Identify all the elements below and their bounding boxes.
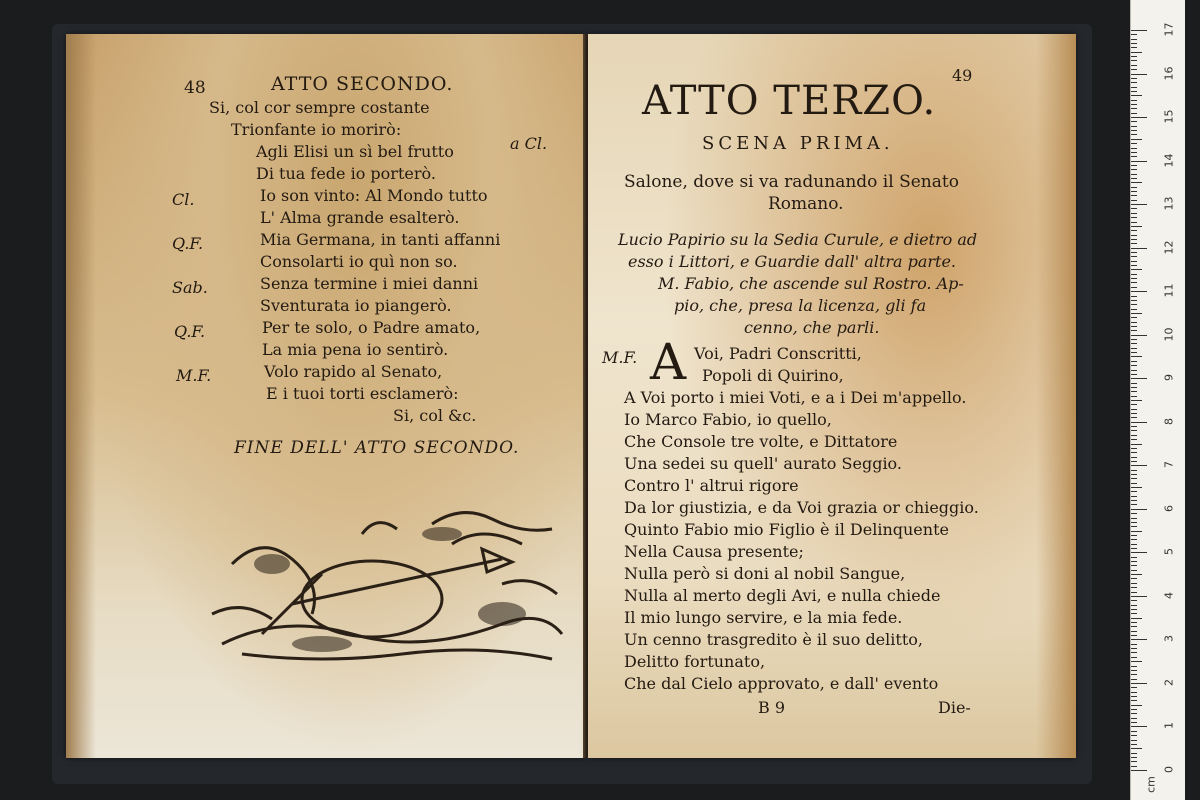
- ruler-tick: [1131, 134, 1137, 135]
- ruler-tick: [1131, 213, 1137, 214]
- verse-line: La mia pena io sentirò.: [262, 340, 449, 359]
- verse-line: Che Console tre volte, e Dittatore: [624, 432, 898, 451]
- ruler-tick: [1131, 770, 1147, 771]
- ruler-tick: [1131, 330, 1137, 331]
- ruler-tick: [1131, 496, 1137, 497]
- ruler-tick: [1131, 230, 1137, 231]
- ruler-tick: [1131, 709, 1137, 710]
- ruler-tick: [1131, 296, 1137, 297]
- ruler-tick: [1131, 657, 1137, 658]
- ruler-tick: [1131, 52, 1142, 53]
- ruler-tick: [1131, 600, 1137, 601]
- ruler-tick: [1131, 478, 1137, 479]
- ruler-tick: [1131, 82, 1137, 83]
- ruler-tick: [1131, 635, 1137, 636]
- ruler-tick: [1131, 361, 1137, 362]
- ruler-tick: [1131, 444, 1142, 445]
- ruler-tick: [1131, 457, 1137, 458]
- ruler-tick: [1131, 413, 1137, 414]
- verse-line: Contro l' altrui rigore: [624, 476, 799, 495]
- verse-line: Per te solo, o Padre amato,: [262, 318, 481, 337]
- ruler-tick: [1131, 356, 1142, 357]
- ruler-tick: [1131, 365, 1137, 366]
- ruler-tick: [1131, 465, 1147, 466]
- ruler-tick: [1131, 500, 1137, 501]
- verse-line: Si, col cor sempre costante: [209, 98, 430, 117]
- page-number: 48: [184, 78, 206, 98]
- ruler-tick: [1131, 143, 1137, 144]
- ruler-tick: [1131, 618, 1142, 619]
- ruler-tick: [1131, 348, 1137, 349]
- ruler-tick: [1131, 587, 1137, 588]
- ruler-tick: [1131, 65, 1137, 66]
- ruler-tick: [1131, 670, 1137, 671]
- verse-line: Io Marco Fabio, io quello,: [624, 410, 832, 429]
- ruler-tick: [1131, 692, 1137, 693]
- ruler-tick: [1131, 422, 1147, 423]
- ruler-tick: [1131, 370, 1137, 371]
- ruler-tick: [1131, 343, 1137, 344]
- ruler-tick: [1131, 243, 1137, 244]
- ruler-tick: [1131, 561, 1137, 562]
- ruler-tick: [1131, 631, 1137, 632]
- ruler-tick: [1131, 539, 1137, 540]
- ruler-tick: [1131, 317, 1137, 318]
- ruler-tick: [1131, 261, 1137, 262]
- ruler-tick: [1131, 674, 1137, 675]
- ruler-label: 3: [1162, 635, 1176, 643]
- ruler-tick: [1131, 400, 1142, 401]
- ruler-label: 9: [1162, 374, 1176, 382]
- ruler-tick: [1131, 430, 1137, 431]
- ruler-tick: [1131, 148, 1137, 149]
- ruler-tick: [1131, 713, 1137, 714]
- ruler-tick: [1131, 248, 1147, 249]
- ruler-tick: [1131, 108, 1137, 109]
- ruler-tick: [1131, 718, 1137, 719]
- ruler-tick: [1131, 182, 1142, 183]
- verse-line: Nulla però si doni al nobil Sangue,: [624, 564, 906, 583]
- verse-line: Nella Causa presente;: [624, 542, 804, 561]
- ruler-tick: [1131, 95, 1142, 96]
- left-page: [66, 34, 586, 758]
- ruler-tick: [1131, 744, 1137, 745]
- ruler-label: 1: [1162, 722, 1176, 730]
- verse-line: Volo rapido al Senato,: [264, 362, 443, 381]
- ruler-tick: [1131, 761, 1137, 762]
- ruler-tick: [1131, 91, 1137, 92]
- ruler-tick: [1131, 522, 1137, 523]
- ruler-tick: [1131, 174, 1137, 175]
- ruler-tick: [1131, 60, 1137, 61]
- ruler-tick: [1131, 557, 1137, 558]
- ruler-tick: [1131, 156, 1137, 157]
- ruler-tick: [1131, 187, 1137, 188]
- verse-line: Si, col &c.: [393, 406, 477, 425]
- setting-line: Salone, dove si va radunando il Senato: [624, 172, 959, 192]
- ruler-tick: [1131, 74, 1147, 75]
- ruler-tick: [1131, 726, 1147, 727]
- ruler-label: 6: [1162, 504, 1176, 512]
- verse-line: Una sedei su quell' aurato Seggio.: [624, 454, 902, 473]
- ruler-tick: [1131, 609, 1137, 610]
- ruler-tick: [1131, 605, 1137, 606]
- ruler-label: 17: [1162, 22, 1176, 37]
- speaker-label: Cl.: [172, 190, 195, 209]
- ruler-tick: [1131, 391, 1137, 392]
- speaker-label: M.F.: [176, 366, 212, 385]
- ruler-tick: [1131, 383, 1137, 384]
- ruler-tick: [1131, 409, 1137, 410]
- ruler-label: 0: [1162, 766, 1176, 773]
- ruler-tick: [1131, 700, 1137, 701]
- verse-line: Un cenno trasgredito è il suo delitto,: [624, 630, 923, 649]
- ruler-tick: [1131, 322, 1137, 323]
- ruler-tick: [1131, 235, 1137, 236]
- ruler-tick: [1131, 583, 1137, 584]
- ruler-tick: [1131, 735, 1137, 736]
- verse-line: Il mio lungo servire, e la mia fede.: [624, 608, 903, 627]
- ruler-tick: [1131, 217, 1137, 218]
- ruler-tick: [1131, 426, 1137, 427]
- ruler-tick: [1131, 204, 1147, 205]
- ruler-tick: [1131, 208, 1137, 209]
- ruler-tick: [1131, 43, 1137, 44]
- ruler-tick: [1131, 152, 1137, 153]
- ruler-tick: [1131, 509, 1147, 510]
- ruler-tick: [1131, 552, 1147, 553]
- ruler-tick: [1131, 417, 1137, 418]
- ruler-tick: [1131, 644, 1137, 645]
- speaker-label: a Cl.: [510, 134, 548, 153]
- ruler-tick: [1131, 256, 1137, 257]
- ruler-tick: [1131, 387, 1137, 388]
- verse-line: Nulla al merto degli Avi, e nulla chiede: [624, 586, 941, 605]
- ruler-tick: [1131, 461, 1137, 462]
- ruler-tick: [1131, 705, 1142, 706]
- ruler-tick: [1131, 161, 1147, 162]
- verse-line: L' Alma grande esalterò.: [260, 208, 460, 227]
- ruler-tick: [1131, 622, 1137, 623]
- ruler-tick: [1131, 47, 1137, 48]
- ruler-tick: [1131, 766, 1137, 767]
- ruler-label: 2: [1162, 678, 1176, 686]
- ruler-tick: [1131, 565, 1137, 566]
- ruler-tick: [1131, 195, 1137, 196]
- ruler-label: 10: [1162, 327, 1176, 342]
- ruler-tick: [1131, 169, 1137, 170]
- verse-line: Mia Germana, in tanti affanni: [260, 230, 501, 249]
- ruler-tick: [1131, 252, 1137, 253]
- ruler-tick: [1131, 117, 1147, 118]
- ruler-tick: [1131, 544, 1137, 545]
- ruler-tick: [1131, 592, 1137, 593]
- ruler-tick: [1131, 239, 1137, 240]
- verse-line: Trionfante io morirò:: [231, 120, 402, 139]
- ruler-tick: [1131, 626, 1137, 627]
- ruler-tick: [1131, 200, 1137, 201]
- verse-line: Delitto fortunato,: [624, 652, 766, 671]
- ruler-tick: [1131, 513, 1137, 514]
- ruler-tick: [1131, 679, 1137, 680]
- ruler-tick: [1131, 740, 1137, 741]
- scene-title: SCENA PRIMA.: [702, 133, 894, 154]
- ruler-tick: [1131, 78, 1137, 79]
- running-head: ATTO SECONDO.: [271, 73, 454, 95]
- verse-line: Senza termine i miei danni: [260, 274, 479, 293]
- ruler-tick: [1131, 491, 1137, 492]
- stage-direction: pio, che, presa la licenza, gli fa: [674, 296, 927, 315]
- ruler-label: 11: [1162, 283, 1176, 298]
- ruler-tick: [1131, 531, 1142, 532]
- act-end-line: FINE DELL' ATTO SECONDO.: [234, 438, 520, 458]
- trophy-ornament-icon: [202, 504, 572, 674]
- ruler-tick: [1131, 652, 1137, 653]
- ruler-tick: [1131, 435, 1137, 436]
- stage-direction: M. Fabio, che ascende sul Rostro. Ap-: [658, 274, 964, 293]
- ruler-tick: [1131, 304, 1137, 305]
- ruler-tick: [1131, 374, 1137, 375]
- ruler-tick: [1131, 269, 1142, 270]
- ruler-tick: [1131, 282, 1137, 283]
- ruler-unit-label: cm: [1144, 776, 1158, 793]
- ruler-tick: [1131, 535, 1137, 536]
- ruler-tick: [1131, 518, 1137, 519]
- ruler-tick: [1131, 731, 1137, 732]
- ruler-tick: [1131, 335, 1147, 336]
- stage-direction: Lucio Papirio su la Sedia Curule, e dietro ad: [618, 230, 978, 249]
- ruler-tick: [1131, 191, 1137, 192]
- setting-line: Romano.: [768, 194, 844, 214]
- ruler-tick: [1131, 753, 1137, 754]
- verse-line: Sventurata io piangerò.: [260, 296, 452, 315]
- ruler-tick: [1131, 487, 1142, 488]
- act-title: ATTO TERZO.: [642, 78, 937, 124]
- ruler-tick: [1131, 452, 1137, 453]
- ruler-tick: [1131, 396, 1137, 397]
- stage-direction: esso i Littori, e Guardie dall' altra parte.: [628, 252, 956, 271]
- speaker-label: M.F.: [602, 348, 638, 367]
- ruler-tick: [1131, 313, 1142, 314]
- verse-line: Consolarti io quì non so.: [260, 252, 458, 271]
- ruler-tick: [1131, 265, 1137, 266]
- ruler-tick: [1131, 526, 1137, 527]
- ruler-tick: [1131, 278, 1137, 279]
- speaker-label: Sab.: [172, 278, 208, 297]
- ruler-tick: [1131, 274, 1137, 275]
- ruler-tick: [1131, 222, 1137, 223]
- ruler-label: 14: [1162, 153, 1176, 168]
- verse-line: Che dal Cielo approvato, e dall' evento: [624, 674, 939, 693]
- ruler-tick: [1131, 596, 1147, 597]
- ruler-tick: [1131, 309, 1137, 310]
- verse-line: E i tuoi torti esclamerò:: [266, 384, 459, 403]
- verse-line: Da lor giustizia, e da Voi grazia or chieggio.: [624, 498, 979, 517]
- page-number: 49: [952, 66, 973, 85]
- ruler-tick: [1131, 757, 1137, 758]
- ruler-label: 8: [1162, 417, 1176, 425]
- ruler-tick: [1131, 578, 1137, 579]
- stage-direction: cenno, che parli.: [744, 318, 880, 337]
- measuring-ruler: [1130, 0, 1185, 800]
- ruler-tick: [1131, 104, 1137, 105]
- ruler-label: 13: [1162, 196, 1176, 211]
- ruler-tick: [1131, 165, 1137, 166]
- ruler-tick: [1131, 648, 1137, 649]
- verse-line: Voi, Padri Conscritti,: [694, 344, 862, 363]
- ruler-tick: [1131, 130, 1137, 131]
- ruler-tick: [1131, 69, 1137, 70]
- ruler-tick: [1131, 474, 1137, 475]
- ruler-tick: [1131, 30, 1147, 31]
- ruler-tick: [1131, 121, 1137, 122]
- drop-cap: A: [650, 333, 687, 391]
- ruler-tick: [1131, 722, 1137, 723]
- ruler-tick: [1131, 683, 1147, 684]
- verse-line: Popoli di Quirino,: [702, 366, 844, 385]
- ruler-label: 5: [1162, 548, 1176, 556]
- ruler-label: 16: [1162, 66, 1176, 81]
- signature-mark: B 9: [758, 698, 786, 717]
- ruler-tick: [1131, 470, 1137, 471]
- ruler-tick: [1131, 287, 1137, 288]
- ruler-tick: [1131, 39, 1137, 40]
- ruler-tick: [1131, 291, 1147, 292]
- ruler-tick: [1131, 570, 1137, 571]
- ruler-tick: [1131, 126, 1137, 127]
- ruler-tick: [1131, 56, 1137, 57]
- ruler-label: 7: [1162, 461, 1176, 469]
- ruler-tick: [1131, 748, 1142, 749]
- ruler-tick: [1131, 448, 1137, 449]
- ruler-tick: [1131, 613, 1137, 614]
- ruler-tick: [1131, 300, 1137, 301]
- verse-line: Quinto Fabio mio Figlio è il Delinquente: [624, 520, 949, 539]
- ruler-tick: [1131, 548, 1137, 549]
- ruler-tick: [1131, 326, 1137, 327]
- ruler-tick: [1131, 483, 1137, 484]
- ruler-tick: [1131, 113, 1137, 114]
- ruler-tick: [1131, 34, 1137, 35]
- ruler-tick: [1131, 226, 1142, 227]
- ruler-tick: [1131, 178, 1137, 179]
- ruler-tick: [1131, 687, 1137, 688]
- ruler-tick: [1131, 439, 1137, 440]
- ruler-tick: [1131, 87, 1137, 88]
- catchword: Die-: [938, 698, 971, 717]
- ruler-tick: [1131, 666, 1137, 667]
- ruler-tick: [1131, 339, 1137, 340]
- verse-line: Agli Elisi un sì bel frutto: [256, 142, 454, 161]
- ruler-tick: [1131, 696, 1137, 697]
- ruler-tick: [1131, 139, 1142, 140]
- ruler-label: 15: [1162, 109, 1176, 124]
- ruler-label: 4: [1162, 591, 1176, 599]
- verse-line: Io son vinto: Al Mondo tutto: [260, 186, 488, 205]
- ruler-tick: [1131, 100, 1137, 101]
- ruler-label: 12: [1162, 240, 1176, 255]
- verse-line: Di tua fede io porterò.: [256, 164, 436, 183]
- ruler-tick: [1131, 574, 1142, 575]
- ruler-tick: [1131, 639, 1147, 640]
- speaker-label: Q.F.: [172, 234, 204, 253]
- right-page: [588, 34, 1076, 758]
- ruler-tick: [1131, 504, 1137, 505]
- ruler-tick: [1131, 404, 1137, 405]
- ruler-tick: [1131, 661, 1142, 662]
- speaker-label: Q.F.: [174, 322, 206, 341]
- verse-line: A Voi porto i miei Voti, e a i Dei m'appello.: [624, 388, 967, 407]
- ruler-tick: [1131, 352, 1137, 353]
- ruler-tick: [1131, 378, 1147, 379]
